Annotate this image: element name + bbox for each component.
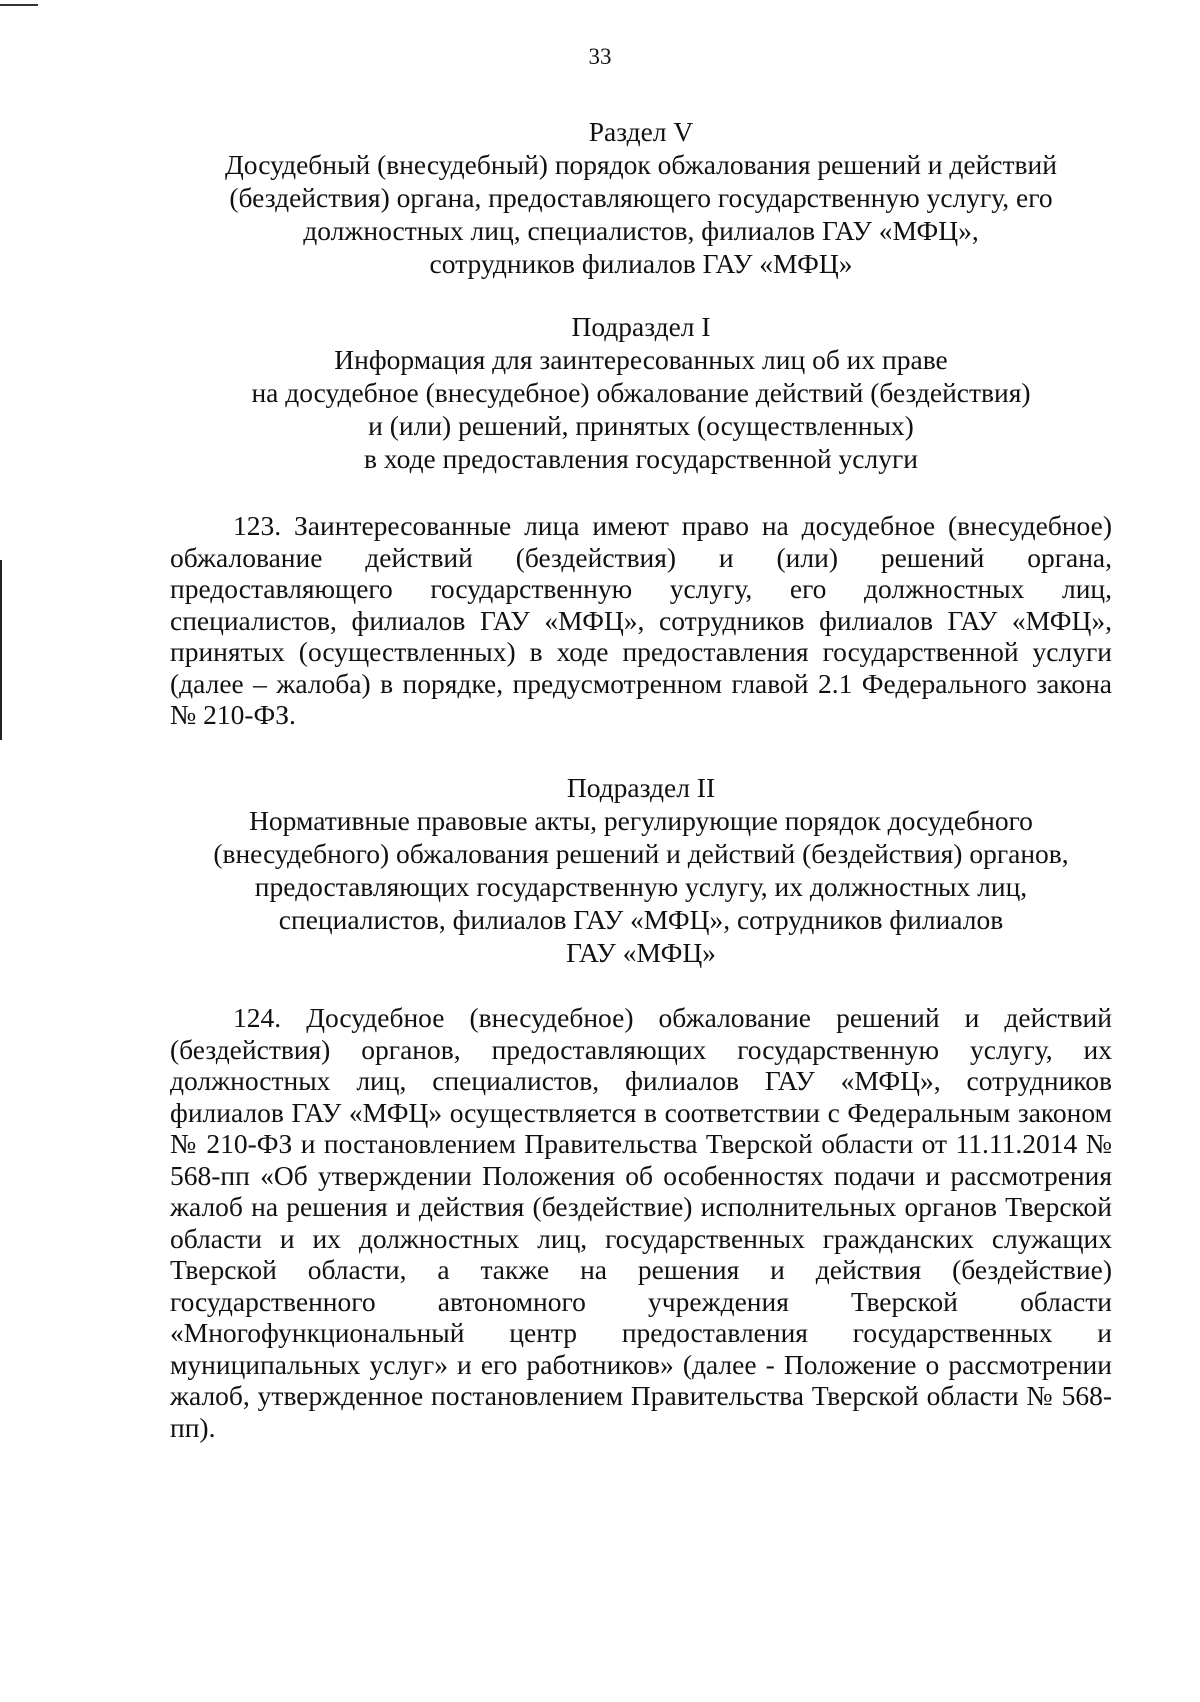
subsection-1-heading	[170, 310, 1112, 475]
subsection-2-heading-line: ГАУ «МФЦ»	[566, 937, 716, 968]
scan-artifact	[0, 4, 38, 6]
subsection-2-heading-line: предоставляющих государственную услугу, их должностных лиц,	[254, 871, 1028, 902]
subsection-2-heading	[170, 771, 1112, 969]
subsection-1-heading-line: и (или) решений, принятых (осуществленных)	[368, 410, 914, 441]
paragraph-124-block	[170, 1002, 1112, 1443]
paragraph-123: 123. Заинтересованные лица имеют право на досудебное (внесудебное) обжалование действий (бездействия) и (или) решений органа, предоставляющего государственную услугу, его должностных лиц, специалистов, филиалов ГАУ «МФЦ», сотрудников филиалов ГАУ «МФЦ», принятых (осуществленных) в ходе предоставления государственной услуги (далее – жалоба) в порядке, предусмотренном главой 2.1 Федерального закона № 210-ФЗ.	[170, 510, 1112, 730]
subsection-2-heading-line: (внесудебного) обжалования решений и действий (бездействия) органов,	[213, 838, 1069, 869]
subsection-1-title: Подраздел I	[571, 311, 711, 342]
subsection-2-title: Подраздел II	[566, 772, 716, 803]
paragraph-123-block	[170, 510, 1112, 731]
subsection-1-heading-line: на досудебное (внесудебное) обжалование действий (бездействия)	[251, 377, 1031, 408]
scan-edge	[0, 560, 2, 740]
subsection-2-heading-line: Нормативные правовые акты, регулирующие порядок досудебного	[249, 805, 1033, 836]
subsection-2-heading-line: специалистов, филиалов ГАУ «МФЦ», сотрудников филиалов	[278, 904, 1004, 935]
section-heading	[170, 115, 1112, 280]
section-heading-line: Досудебный (внесудебный) порядок обжалования решений и действий	[225, 149, 1057, 180]
subsection-1-heading-line: в ходе предоставления государственной услуги	[364, 443, 918, 474]
subsection-1-heading-line: Информация для заинтересованных лиц об их праве	[334, 344, 948, 375]
section-heading-line: (бездействия) органа, предоставляющего государственную услугу, его	[229, 182, 1053, 213]
section-title: Раздел V	[588, 116, 694, 147]
section-heading-line: сотрудников филиалов ГАУ «МФЦ»	[429, 248, 853, 279]
paragraph-124: 124. Досудебное (внесудебное) обжалование решений и действий (бездействия) органов, предоставляющих государственную услугу, их должностных лиц, специалистов, филиалов ГАУ «МФЦ», сотрудников филиалов ГАУ «МФЦ» осуществляется в соответствии с Федеральным законом № 210-ФЗ и постановлением Правительства Тверской области от 11.11.2014 № 568-пп «Об утверждении Положения об особенностях подачи и рассмотрения жалоб на решения и действия (бездействие) исполнительных органов Тверской области и их должностных лиц, государственных гражданских служащих Тверской области, а также на решения и действия (бездействие) государственного автономного учреждения Тверской области «Многофункциональный центр предоставления государственных и муниципальных услуг» и его работников» (далее - Положение о рассмотрении жалоб, утвержденное постановлением Правительства Тверской области № 568-пп).	[170, 1002, 1112, 1443]
section-heading-line: должностных лиц, специалистов, филиалов ГАУ «МФЦ»,	[303, 215, 979, 246]
page-number: 33	[588, 44, 612, 69]
